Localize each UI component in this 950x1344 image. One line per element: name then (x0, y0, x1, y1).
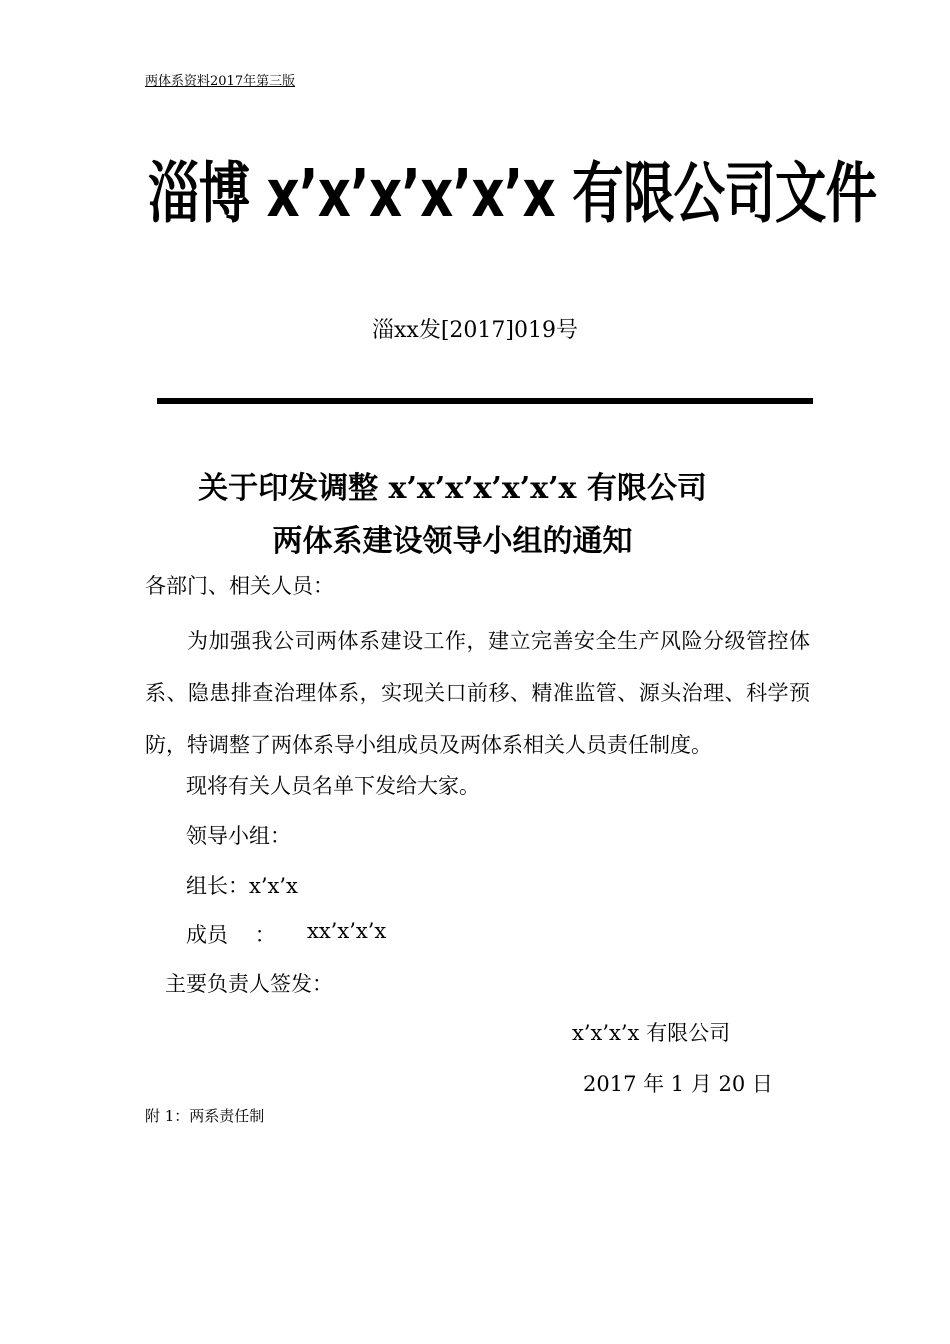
body-paragraph: 为加强我公司两体系建设工作，建立完善安全生产风险分级管控体系、隐患排查治理体系，实现关口前移、精准监管、源头治理、科学预防，特调整了两体系导小组成员及两体系相关人员责任制度。 (145, 629, 810, 757)
notice-title-line-1: 关于印发调整 x’x’x’x’x’x’x 有限公司 (198, 471, 707, 506)
member-value: xx’x’x’x (307, 919, 387, 943)
document-number: 淄xx发[2017]019号 (372, 318, 578, 343)
salutation: 各部门、相关人员： (145, 574, 334, 598)
leader-line: 组长：x’x’x (186, 874, 298, 898)
divider-rule (157, 398, 813, 404)
signer-label: 主要负责人签发： (165, 972, 333, 996)
issue-date: 2017 年 1 月 20 日 (583, 1072, 773, 1096)
member-label: 成员 ： (186, 923, 276, 947)
announcement-line: 现将有关人员名单下发给大家。 (186, 774, 480, 798)
group-label: 领导小组： (186, 824, 291, 848)
issuer-title: 淄博 x’x’x’x’x’x 有限公司文件 (148, 155, 877, 232)
company-signature: x’x’x’x 有限公司 (572, 1021, 731, 1045)
appendix-note: 附 1：两系责任制 (145, 1107, 265, 1125)
notice-title-line-2: 两体系建设领导小组的通知 (272, 524, 633, 559)
running-header: 两体系资料2017年第三版 (145, 74, 296, 89)
